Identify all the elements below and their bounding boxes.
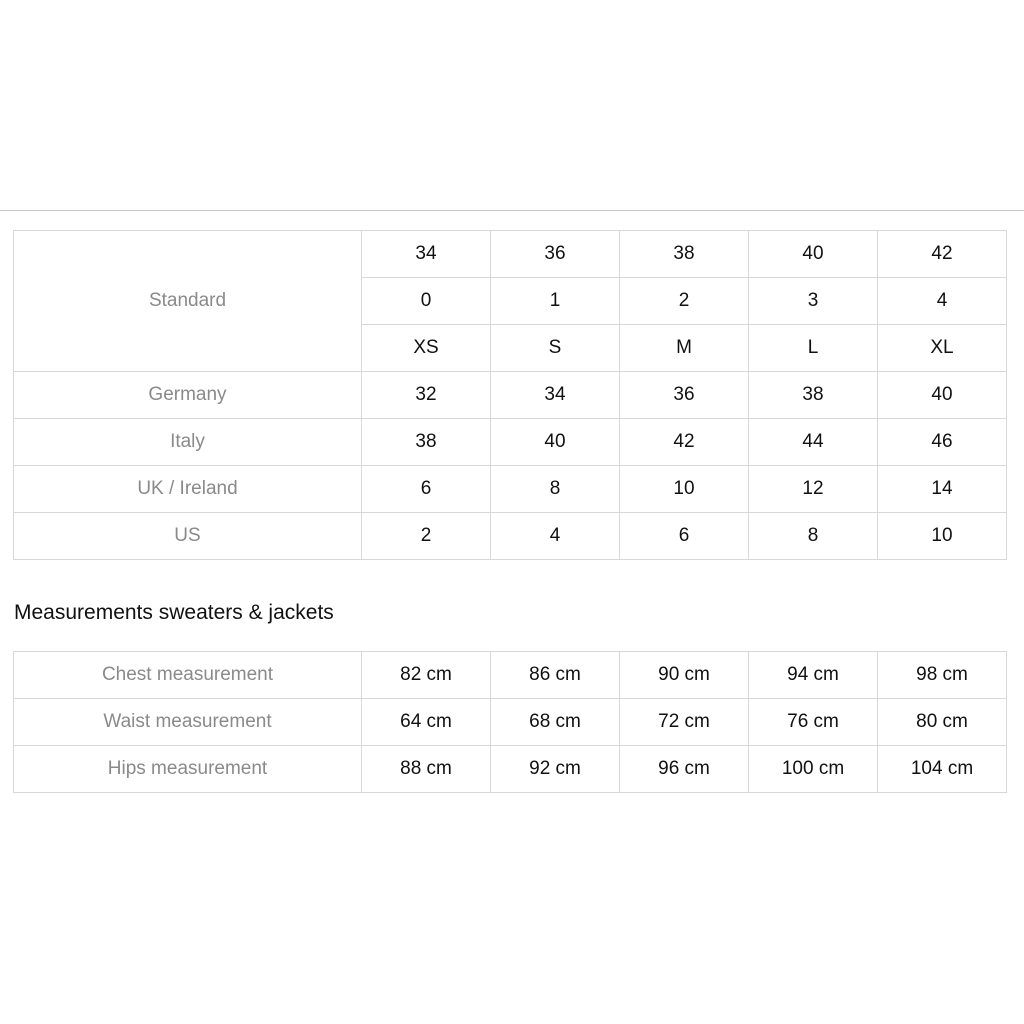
table-cell: 94 cm xyxy=(749,652,878,699)
table-cell: 82 cm xyxy=(362,652,491,699)
table-cell: 100 cm xyxy=(749,746,878,793)
table-cell: XS xyxy=(362,325,491,372)
table-cell: 92 cm xyxy=(491,746,620,793)
top-divider xyxy=(0,210,1024,211)
table-row xyxy=(14,652,1007,699)
table-cell: 4 xyxy=(491,513,620,560)
row-label-germany: Germany xyxy=(14,372,362,419)
table-cell: 90 cm xyxy=(620,652,749,699)
table-cell: 4 xyxy=(878,278,1007,325)
size-conversion-table xyxy=(13,230,1007,560)
table-cell: 44 xyxy=(749,419,878,466)
row-label-italy: Italy xyxy=(14,419,362,466)
table-cell: 12 xyxy=(749,466,878,513)
table-cell: 6 xyxy=(620,513,749,560)
table-cell: 8 xyxy=(491,466,620,513)
table-cell: 0 xyxy=(362,278,491,325)
table-cell: 40 xyxy=(878,372,1007,419)
table-cell: 40 xyxy=(749,231,878,278)
table-cell: 10 xyxy=(620,466,749,513)
table-cell: 32 xyxy=(362,372,491,419)
table-cell: 76 cm xyxy=(749,699,878,746)
table-cell: S xyxy=(491,325,620,372)
table-cell: 2 xyxy=(362,513,491,560)
table-cell: 3 xyxy=(749,278,878,325)
table-cell: 86 cm xyxy=(491,652,620,699)
table-cell: 38 xyxy=(362,419,491,466)
table-cell: M xyxy=(620,325,749,372)
table-cell: 38 xyxy=(749,372,878,419)
table-row xyxy=(14,746,1007,793)
table-cell: 42 xyxy=(878,231,1007,278)
section-title: Measurements sweaters & jackets xyxy=(14,601,334,624)
table-cell: XL xyxy=(878,325,1007,372)
row-label-uk-ireland: UK / Ireland xyxy=(14,466,362,513)
table-cell: 42 xyxy=(620,419,749,466)
row-label-hips: Hips measurement xyxy=(14,746,362,793)
table-cell: 2 xyxy=(620,278,749,325)
table-cell: 34 xyxy=(491,372,620,419)
table-cell: 40 xyxy=(491,419,620,466)
table-cell: 80 cm xyxy=(878,699,1007,746)
table-row xyxy=(14,699,1007,746)
table-cell: 34 xyxy=(362,231,491,278)
row-label-standard: Standard xyxy=(14,231,362,372)
table-row xyxy=(14,372,1007,419)
table-cell: 10 xyxy=(878,513,1007,560)
table-cell: 1 xyxy=(491,278,620,325)
table-cell: 64 cm xyxy=(362,699,491,746)
table-row xyxy=(14,466,1007,513)
table-cell: 38 xyxy=(620,231,749,278)
table-cell: 36 xyxy=(491,231,620,278)
row-label-waist: Waist measurement xyxy=(14,699,362,746)
table-cell: 98 cm xyxy=(878,652,1007,699)
table-cell: 96 cm xyxy=(620,746,749,793)
table-cell: 14 xyxy=(878,466,1007,513)
table-cell: 88 cm xyxy=(362,746,491,793)
row-label-chest: Chest measurement xyxy=(14,652,362,699)
table-cell: 36 xyxy=(620,372,749,419)
table-cell: 8 xyxy=(749,513,878,560)
table-row xyxy=(14,419,1007,466)
table-cell: 6 xyxy=(362,466,491,513)
table-cell: 68 cm xyxy=(491,699,620,746)
table-row xyxy=(14,513,1007,560)
table-cell: 104 cm xyxy=(878,746,1007,793)
row-label-us: US xyxy=(14,513,362,560)
table-cell: L xyxy=(749,325,878,372)
table-row xyxy=(14,231,1007,278)
table-cell: 46 xyxy=(878,419,1007,466)
measurements-table xyxy=(13,651,1007,793)
table-cell: 72 cm xyxy=(620,699,749,746)
